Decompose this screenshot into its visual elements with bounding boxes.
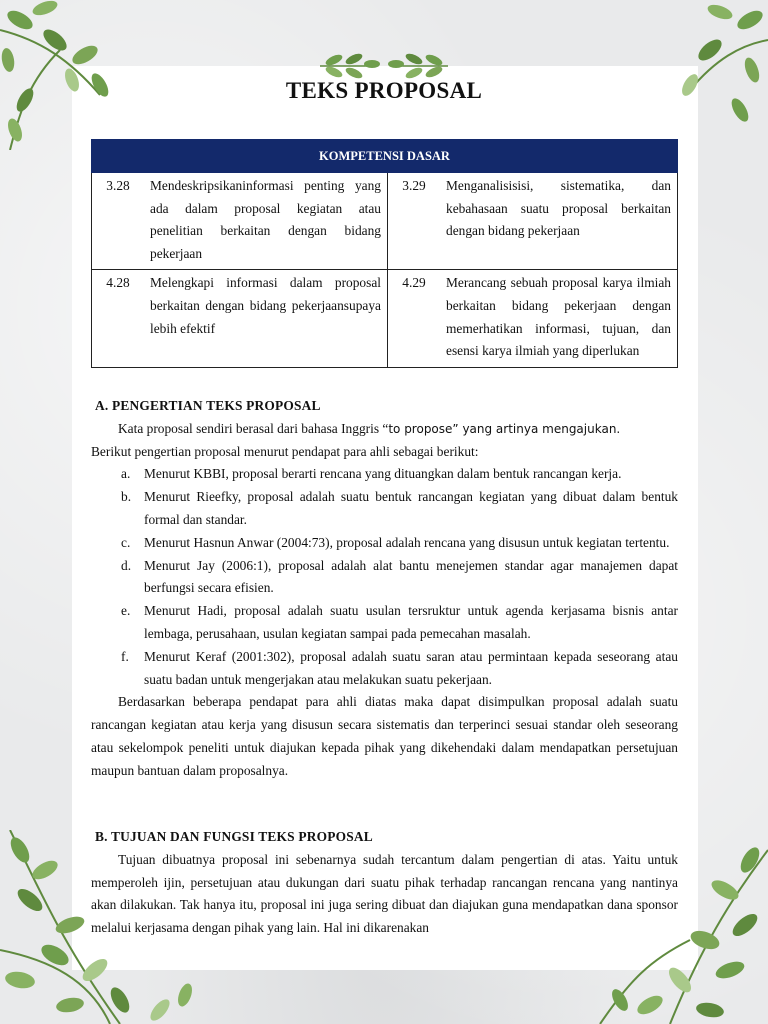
list-item	[91, 646, 678, 692]
competency-number: 4.29	[388, 270, 441, 367]
list-marker: e.	[121, 603, 131, 619]
list-marker: a.	[121, 466, 131, 482]
intro-text: Kata proposal sendiri berasal dari bahasa Inggris “	[118, 420, 389, 436]
leaf-ornament-header	[312, 50, 456, 80]
list-marker: f.	[121, 648, 129, 664]
competency-text: Menganalisisisi, sistematika, dan kebahasaan suatu proposal berkaitan dengan bidang pekerjaan	[440, 173, 678, 270]
kompetensi-dasar-table	[91, 139, 678, 368]
table-header: KOMPETENSI DASAR	[92, 140, 678, 173]
section-b-heading: B. TUJUAN DAN FUNGSI TEKS PROPOSAL	[95, 829, 373, 844]
list-marker: c.	[121, 534, 131, 550]
list-item-text: Menurut Hasnun Anwar (2004:73), proposal adalah rencana yang disusun untuk kegiatan tertentu.	[144, 534, 670, 550]
leaf-decoration-top-left	[0, 0, 130, 150]
list-item	[91, 600, 678, 646]
section-a-intro	[91, 418, 678, 441]
list-item-text: Menurut KBBI, proposal berarti rencana yang dituangkan dalam bentuk rancangan kerja.	[144, 466, 622, 482]
list-item-text: Menurut Rieefky, proposal adalah suatu bentuk rancangan kegiatan yang dibuat dalam bentuk formal dan standar.	[144, 489, 678, 527]
list-marker: d.	[121, 557, 132, 573]
section-a	[91, 395, 678, 783]
competency-text: Merancang sebuah proposal karya ilmiah berkaitan bidang pekerjaan dengan memerhatikan informasi, tujuan, dan esensi karya ilmiah yang diperlukan	[440, 270, 678, 367]
leaf-decoration-top-right	[640, 0, 768, 130]
competency-number: 3.28	[92, 173, 145, 270]
table-row	[92, 270, 678, 367]
list-item-text: Menurut Hadi, proposal adalah suatu usulan tersruktur untuk agenda kerjasama bisnis antar lembaga, perusahaan, usulan kegiatan sampai pada pemecahan masalah.	[144, 603, 678, 641]
list-item	[91, 486, 678, 532]
definition-list	[91, 463, 678, 691]
list-item-text: Menurut Jay (2006:1), proposal adalah alat bantu menejemen standar agar manajemen dapat berfungsi secara efisien.	[144, 557, 678, 596]
list-item	[91, 555, 678, 601]
competency-text: Mendeskripsikaninformasi penting yang ada dalam proposal kegiatan atau penelitian berkaitan dengan bidang pekerjaan	[144, 173, 388, 270]
list-marker: b.	[121, 489, 132, 505]
section-b	[91, 826, 678, 940]
competency-text: Melengkapi informasi dalam proposal berkaitan dengan bidang pekerjaansupaya lebih efektif	[144, 270, 388, 367]
intro-text-quote: to propose” yang artinya mengajukan.	[388, 421, 621, 436]
table-row	[92, 173, 678, 270]
competency-number: 3.29	[388, 173, 441, 270]
list-item-text: Menurut Keraf (2001:302), proposal adalah suatu saran atau permintaan kepada seseorang atau suatu badan untuk mengerjakan atau melakukan suatu pekerjaan.	[144, 648, 678, 687]
section-a-heading: A. PENGERTIAN TEKS PROPOSAL	[95, 398, 321, 413]
list-item	[91, 463, 678, 486]
competency-number: 4.28	[92, 270, 145, 367]
list-item	[91, 532, 678, 555]
section-a-intro-line2: Berikut pengertian proposal menurut pendapat para ahli sebagai berikut:	[91, 443, 479, 459]
section-a-conclusion: Berdasarkan beberapa pendapat para ahli diatas maka dapat disimpulkan proposal adalah suatu rancangan kegiatan atau kerja yang disusun secara sistematis dan terperinci sesuai standar oleh seseorang atau sekelompok peneliti untuk diajukan kepada pihak yang dikehendaki dalam mendapatkan persetujuan maupun bantuan dalam proposalnya.	[91, 694, 678, 778]
page-title: TEKS PROPOSAL	[285, 78, 483, 103]
section-b-paragraph: Tujuan dibuatnya proposal ini sebenarnya sudah tercantum dalam pengertian di atas. Yaitu untuk memperoleh ijin, persetujuan atau dukungan dari suatu pihak terhadap rancangan rencana yang nantinya akan dilakukan. Tak hanya itu, proposal ini juga sering dibuat dan diajukan guna mendapatkan dana sponsor melalui kerjasama dengan pihak yang lain. Hal ini dikarenakan	[91, 851, 678, 936]
